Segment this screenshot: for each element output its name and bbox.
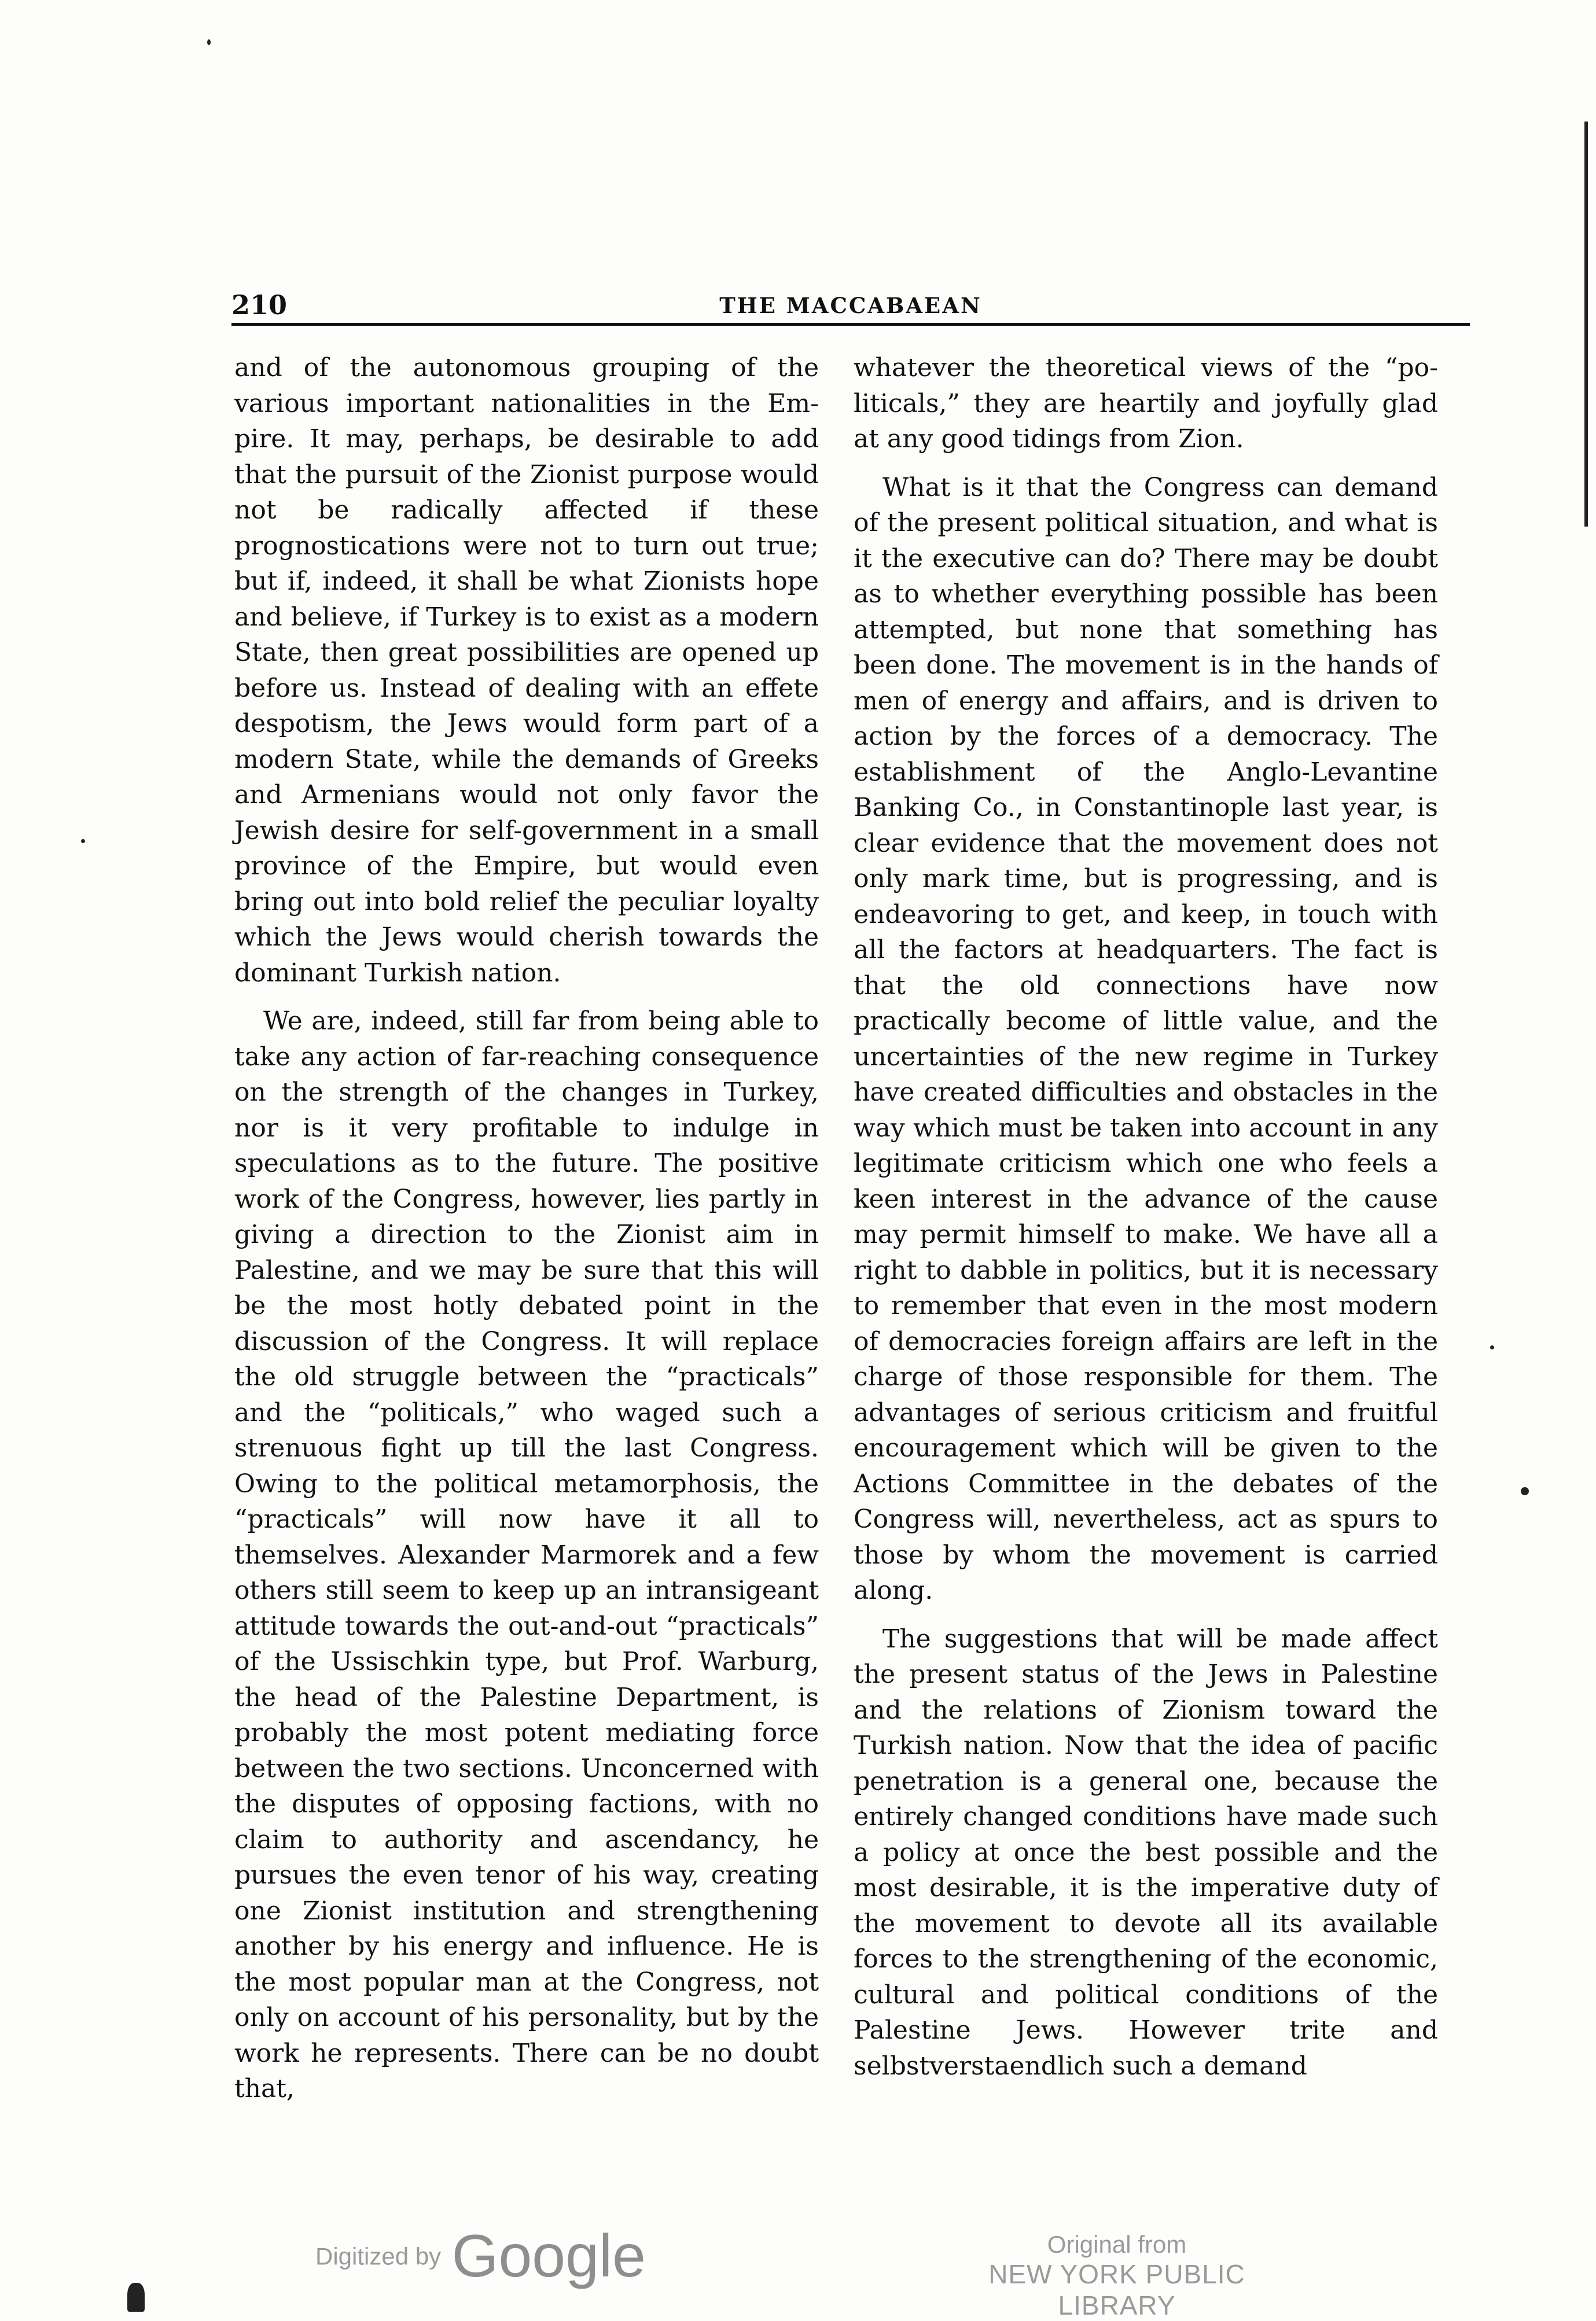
- right-paragraph-1: whatever the theoretical views of the “politicals,” they are heartily and joyfully glad at any good tidings from Zion.: [854, 353, 1438, 454]
- library-name: NEW YORK PUBLIC LIBRARY: [988, 2259, 1245, 2320]
- right-paragraph-3: The suggestions that will be made affect the present status of the Jews in Palestine and the relations of Zionism toward the Turkish nation. Now that the idea of pacific penetration is a general one, because the entirely changed conditions have made such a policy at once the best possible and the most desirable, it is the imperative duty of the movement to devote all its available forces to the strengthening of the economic, cultural and political conditions of the Palestine Jews. However trite and selbstverstaendlich such a demand: [854, 1624, 1438, 2081]
- digitized-by-text: Digitized by: [315, 2242, 442, 2270]
- page-header: [231, 289, 1470, 326]
- binding-edge-mark: [1584, 122, 1588, 527]
- right-column: [854, 350, 1438, 2090]
- library-attribution: [937, 2231, 1296, 2321]
- google-logo: Google: [451, 2223, 646, 2290]
- left-paragraph-2: We are, indeed, still far from being able to take any action of far-reaching consequence on the strength of the changes in Turkey, nor is it very profitable to indulge in speculations as to the future. The positive work of the Congress, however, lies partly in giving a direction to the Zionist aim in Palestine, and we may be sure that this will be the most hotly debated point in the discussion of the Congress. It will replace the old struggle between the “practicals” and the “politicals,” who waged such a strenuous fight up till the last Congress. Owing to the political metamorphosis, the “practicals” will now have it all to themselves. Alexander Marmorek and a few others still seem to keep up an intransigeant attitude towards the out-and-out “practicals” of the Ussischkin type, but Prof. Warburg, the head of the Palestine Department, is probably the most potent mediating force between the two sections. Unconcerned with the disputes of opposing factions, with no claim to authority and ascendancy, he pursues the even tenor of his way, creating one Zionist institution and strengthening another by his energy and influence. He is the most popular man at the Congress, not only on account of his personality, but by the work he represents. There can be no doubt that,: [234, 1006, 819, 2103]
- scan-speck: [81, 839, 85, 843]
- original-from-text: Original from: [1047, 2231, 1187, 2258]
- right-paragraph-2: What is it that the Congress can demand of the present political situation, and what is it the executive can do? There may be doubt as to whether everything possible has been attempted, but none that something has been done. The movement is in the hands of men of energy and affairs, and is driven to action by the forces of a democracy. The establishment of the Anglo-Levantine Banking Co., in Constantinople last year, is clear evidence that the movement does not only mark time, but is progressing, and is endeavoring to get, and keep, in touch with all the factors at headquarters. The fact is that the old connections have now practically become of little value, and the uncertainties of the new regime in Turkey have created difficulties and obstacles in the way which must be taken into account in any legitimate criticism which one who feels a keen interest in the advance of the cause may permit himself to make. We have all a right to dabble in politics, but it is necessary to remember that even in the most modern of democracies foreign affairs are left in the charge of those responsible for them. The advantages of serious criticism and fruitful encouragement which will be given to the Actions Committee in the debates of the Congress will, nevertheless, act as spurs to those by whom the movement is carried along.: [854, 472, 1438, 1605]
- left-paragraph-1: and of the autonomous grouping of the various important nationalities in the Empire. It may, perhaps, be desirable to add that the pursuit of the Zionist purpose would not be radically affected if these prognostications were not to turn out true; but if, indeed, it shall be what Zionists hope and believe, if Turkey is to exist as a modern State, then great possibilities are opened up before us. Instead of dealing with an effete despotism, the Jews would form part of a modern State, while the demands of Greeks and Armenians would not only favor the Jewish desire for self-government in a small province of the Empire, but would even bring out into bold relief the peculiar loyalty which the Jews would cherish towards the dominant Turkish nation.: [234, 353, 819, 988]
- scan-speck: [1521, 1487, 1529, 1495]
- corner-scan-mark: [127, 2283, 145, 2312]
- running-head: THE MACCABAEAN: [719, 293, 982, 318]
- scan-speck: [1490, 1345, 1494, 1349]
- page-number: 210: [231, 289, 288, 321]
- left-column: [234, 350, 819, 2113]
- digitized-by-watermark: [315, 2222, 646, 2291]
- scan-speck: [207, 39, 211, 45]
